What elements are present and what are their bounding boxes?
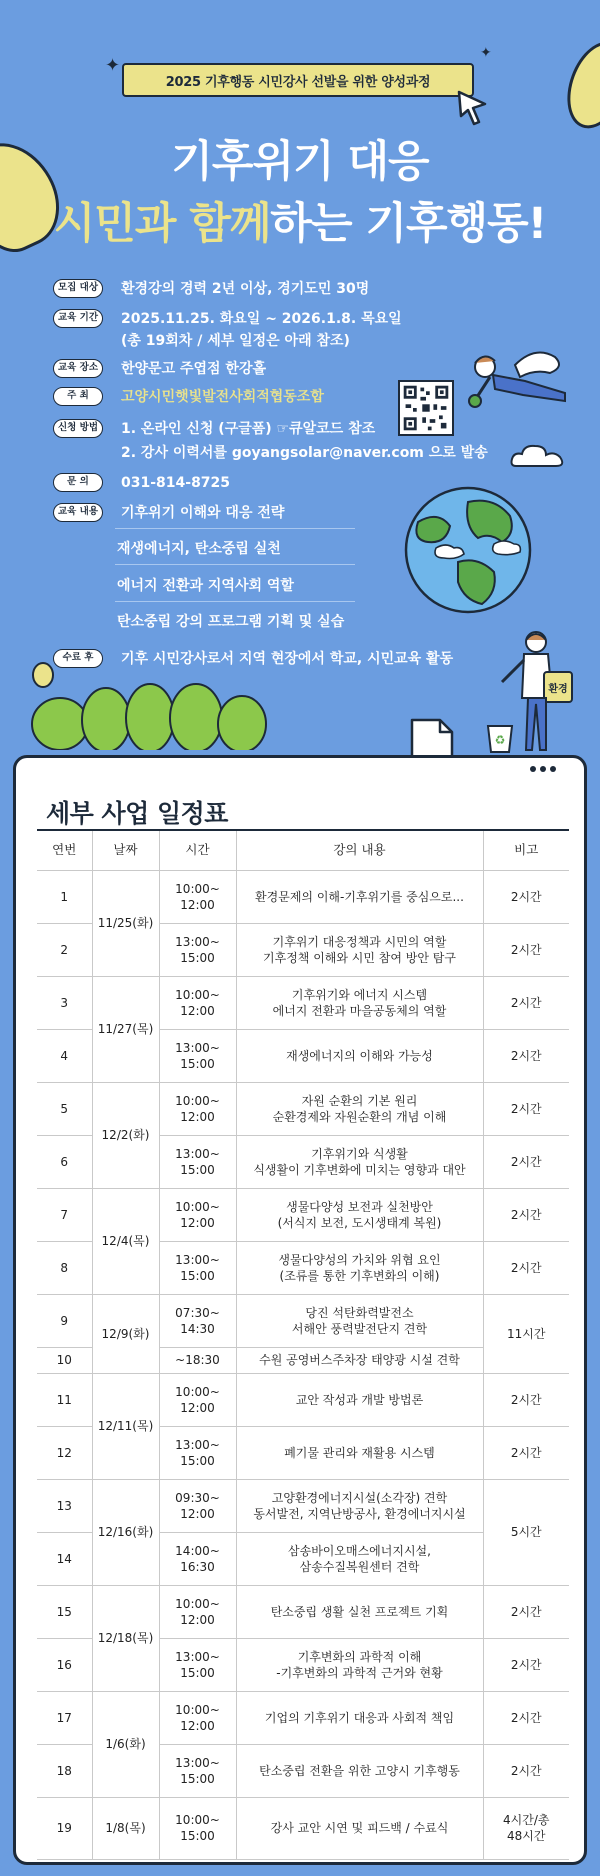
decorative-blob xyxy=(556,33,600,136)
row-time: 13:00~ 15:00 xyxy=(159,1241,236,1294)
row-time: 10:00~ 12:00 xyxy=(159,1691,236,1744)
table-row xyxy=(37,1188,569,1241)
info-text: 환경강의 경력 2년 이상, 경기도민 30명 xyxy=(121,281,370,297)
row-lecture: 폐기물 관리와 재활용 시스템 xyxy=(236,1426,483,1479)
row-lecture: 고양환경에너지시설(소각장) 견학 동서발전, 지역난방공사, 환경에너지시설 xyxy=(236,1479,483,1532)
info-text: 한양문고 주엽점 한강홀 xyxy=(121,361,266,377)
schedule-card xyxy=(13,755,587,1865)
table-row xyxy=(37,1082,569,1135)
row-date: 12/4(목) xyxy=(92,1188,159,1294)
column-header: 시간 xyxy=(159,830,236,870)
row-number: 9 xyxy=(37,1294,92,1347)
row-date: 12/9(화) xyxy=(92,1294,159,1373)
table-row xyxy=(37,1691,569,1744)
sparkle-icon: ✦ xyxy=(105,55,121,76)
row-lecture: 교안 작성과 개발 방법론 xyxy=(236,1373,483,1426)
column-header: 날짜 xyxy=(92,830,159,870)
row-note: 2시간 xyxy=(483,1744,569,1797)
row-lecture: 재생에너지의 이해와 가능성 xyxy=(236,1029,483,1082)
main-title-line1: 기후위기 대응 xyxy=(171,137,429,187)
row-date: 11/27(목) xyxy=(92,976,159,1082)
leaf-icon xyxy=(28,660,58,690)
schedule-table xyxy=(37,829,569,1860)
content-item: 탄소중립 강의 프로그램 기획 및 실습 xyxy=(117,614,345,630)
info-tag: 수료 후 xyxy=(53,649,103,668)
column-header: 비고 xyxy=(483,830,569,870)
table-row xyxy=(37,1797,569,1859)
schedule-title: 세부 사업 일정표 xyxy=(46,799,228,828)
row-number: 17 xyxy=(37,1691,92,1744)
row-number: 3 xyxy=(37,976,92,1029)
info-period-sub: (총 19회차 / 세부 일정은 아래 참조) xyxy=(121,333,350,349)
row-note: 2시간 xyxy=(483,1691,569,1744)
row-time: 13:00~ 15:00 xyxy=(159,1638,236,1691)
row-number: 19 xyxy=(37,1797,92,1859)
info-text: 1. 온라인 신청 (구글폼) ☞큐알코드 참조 xyxy=(121,421,376,437)
info-apply xyxy=(53,418,375,438)
bag-label: 환경 xyxy=(548,684,568,695)
column-header: 연번 xyxy=(37,830,92,870)
row-lecture: 탄소중립 생활 실천 프로젝트 기획 xyxy=(236,1585,483,1638)
row-note: 2시간 xyxy=(483,1029,569,1082)
row-note: 5시간 xyxy=(483,1479,569,1585)
row-date: 12/16(화) xyxy=(92,1479,159,1585)
table-row xyxy=(37,1373,569,1426)
row-time: 13:00~ 15:00 xyxy=(159,1135,236,1188)
row-time: 13:00~ 15:00 xyxy=(159,1744,236,1797)
row-note: 2시간 xyxy=(483,1638,569,1691)
divider xyxy=(115,564,355,565)
info-period xyxy=(53,308,402,328)
row-time: 10:00~ 12:00 xyxy=(159,870,236,923)
row-number: 6 xyxy=(37,1135,92,1188)
row-note: 2시간 xyxy=(483,1241,569,1294)
row-lecture: 당진 석탄화력발전소 서해안 풍력발전단지 견학 xyxy=(236,1294,483,1347)
row-time: 14:00~ 16:30 xyxy=(159,1532,236,1585)
row-lecture: 자원 순환의 기본 원리 순환경제와 자원순환의 개념 이해 xyxy=(236,1082,483,1135)
row-date: 12/11(목) xyxy=(92,1373,159,1479)
row-note: 2시간 xyxy=(483,1135,569,1188)
info-tag: 모집 대상 xyxy=(53,279,103,298)
row-lecture: 기후위기 대응정책과 시민의 역할 기후정책 이해와 시민 참여 방안 탐구 xyxy=(236,923,483,976)
row-date: 12/18(목) xyxy=(92,1585,159,1691)
info-text: 기후위기 이해와 대응 전략 xyxy=(121,505,285,521)
info-apply-sub: 2. 강사 이력서를 goyangsolar@naver.com 으로 발송 xyxy=(121,445,488,461)
table-row xyxy=(37,1479,569,1532)
info-tag: 신청 방법 xyxy=(53,419,103,438)
row-time: 13:00~ 15:00 xyxy=(159,1029,236,1082)
row-note: 4시간/총 48시간 xyxy=(483,1797,569,1859)
row-number: 14 xyxy=(37,1532,92,1585)
row-number: 2 xyxy=(37,923,92,976)
divider xyxy=(115,601,355,602)
svg-text:♻: ♻ xyxy=(494,733,506,747)
info-tag: 교육 장소 xyxy=(53,359,103,378)
info-recruit xyxy=(53,278,369,298)
row-number: 7 xyxy=(37,1188,92,1241)
row-lecture: 환경문제의 이해-기후위기를 중심으로... xyxy=(236,870,483,923)
row-time: 10:00~ 12:00 xyxy=(159,1188,236,1241)
row-lecture: 기후위기와 에너지 시스템 에너지 전환과 마을공동체의 역할 xyxy=(236,976,483,1029)
info-tag: 교육 기간 xyxy=(53,309,103,328)
row-time: 09:30~ 12:00 xyxy=(159,1479,236,1532)
row-time: 10:00~ 15:00 xyxy=(159,1797,236,1859)
info-text: 고양시민햇빛발전사회적협동조합 xyxy=(121,389,324,405)
row-number: 5 xyxy=(37,1082,92,1135)
row-time: 13:00~ 15:00 xyxy=(159,923,236,976)
row-note: 2시간 xyxy=(483,870,569,923)
table-header-row xyxy=(37,830,569,870)
info-host xyxy=(53,386,324,406)
row-lecture: 삼송바이오매스에너지시설, 삼송수질복원센터 견학 xyxy=(236,1532,483,1585)
row-number: 8 xyxy=(37,1241,92,1294)
row-number: 4 xyxy=(37,1029,92,1082)
course-title-pill: 2025 기후행동 시민강사 선발을 위한 양성과정 xyxy=(122,63,474,97)
info-text: 기후 시민강사로서 지역 현장에서 학교, 시민교육 활동 xyxy=(121,651,454,667)
trees-illustration xyxy=(30,680,270,750)
info-after xyxy=(53,648,453,668)
row-lecture: 수원 공영버스주차장 태양광 시설 견학 xyxy=(236,1347,483,1373)
row-time: ~18:30 xyxy=(159,1347,236,1373)
info-contact xyxy=(53,473,230,492)
info-text: 2025.11.25. 화요일 ~ 2026.1.8. 목요일 xyxy=(121,311,402,327)
row-time: 13:00~ 15:00 xyxy=(159,1426,236,1479)
row-date: 1/8(목) xyxy=(92,1797,159,1859)
recycle-bin-icon xyxy=(484,720,516,754)
table-row xyxy=(37,1585,569,1638)
globe-illustration xyxy=(398,482,538,617)
content-item: 재생에너지, 탄소중립 실천 xyxy=(117,541,281,557)
row-number: 12 xyxy=(37,1426,92,1479)
row-note: 2시간 xyxy=(483,923,569,976)
flying-person-illustration xyxy=(465,345,580,425)
row-time: 10:00~ 12:00 xyxy=(159,976,236,1029)
row-number: 1 xyxy=(37,870,92,923)
cursor-icon xyxy=(455,88,495,128)
info-tag: 교육 내용 xyxy=(53,503,103,522)
row-note: 2시간 xyxy=(483,1082,569,1135)
row-lecture: 기후변화의 과학적 이해 -기후변화의 과학적 근거와 현황 xyxy=(236,1638,483,1691)
row-note: 2시간 xyxy=(483,1188,569,1241)
row-note: 2시간 xyxy=(483,976,569,1029)
row-number: 16 xyxy=(37,1638,92,1691)
row-number: 11 xyxy=(37,1373,92,1426)
row-date: 12/2(화) xyxy=(92,1082,159,1188)
row-number: 10 xyxy=(37,1347,92,1373)
sparkle-icon: ✦ xyxy=(480,45,492,61)
table-row xyxy=(37,870,569,923)
row-number: 18 xyxy=(37,1744,92,1797)
row-lecture: 기후위기와 식생활 식생활이 기후변화에 미치는 영향과 대안 xyxy=(236,1135,483,1188)
content-item: 에너지 전환과 지역사회 역할 xyxy=(117,578,294,594)
cloud-icon xyxy=(508,442,568,470)
row-lecture: 기업의 기후위기 대응과 사회적 책임 xyxy=(236,1691,483,1744)
info-place xyxy=(53,358,266,378)
table-row xyxy=(37,1294,569,1347)
row-time: 10:00~ 12:00 xyxy=(159,1585,236,1638)
row-note: 2시간 xyxy=(483,1373,569,1426)
qr-code[interactable] xyxy=(398,380,454,436)
column-header: 강의 내용 xyxy=(236,830,483,870)
row-note: 2시간 xyxy=(483,1585,569,1638)
info-tag: 문 의 xyxy=(53,473,103,492)
row-date: 1/6(화) xyxy=(92,1691,159,1797)
row-time: 10:00~ 12:00 xyxy=(159,1373,236,1426)
row-number: 15 xyxy=(37,1585,92,1638)
row-lecture: 탄소중립 전환을 위한 고양시 기후행동 xyxy=(236,1744,483,1797)
row-lecture: 생물다양성 보전과 실천방안 (서식지 보전, 도시생태계 복원) xyxy=(236,1188,483,1241)
divider xyxy=(115,528,355,529)
more-options-icon[interactable] xyxy=(530,766,556,772)
info-text: 031-814-8725 xyxy=(121,474,231,491)
main-title-line2: 시민과 함께하는 기후행동! xyxy=(53,199,547,249)
row-lecture: 생물다양성의 가치와 위협 요인 (조류를 통한 기후변화의 이해) xyxy=(236,1241,483,1294)
row-time: 07:30~ 14:30 xyxy=(159,1294,236,1347)
info-tag: 주 최 xyxy=(53,387,103,406)
row-note: 2시간 xyxy=(483,1426,569,1479)
row-note: 11시간 xyxy=(483,1294,569,1373)
row-time: 10:00~ 12:00 xyxy=(159,1082,236,1135)
row-number: 13 xyxy=(37,1479,92,1532)
info-content xyxy=(53,502,284,522)
row-date: 11/25(화) xyxy=(92,870,159,976)
row-lecture: 강사 교안 시연 및 피드백 / 수료식 xyxy=(236,1797,483,1859)
table-row xyxy=(37,976,569,1029)
